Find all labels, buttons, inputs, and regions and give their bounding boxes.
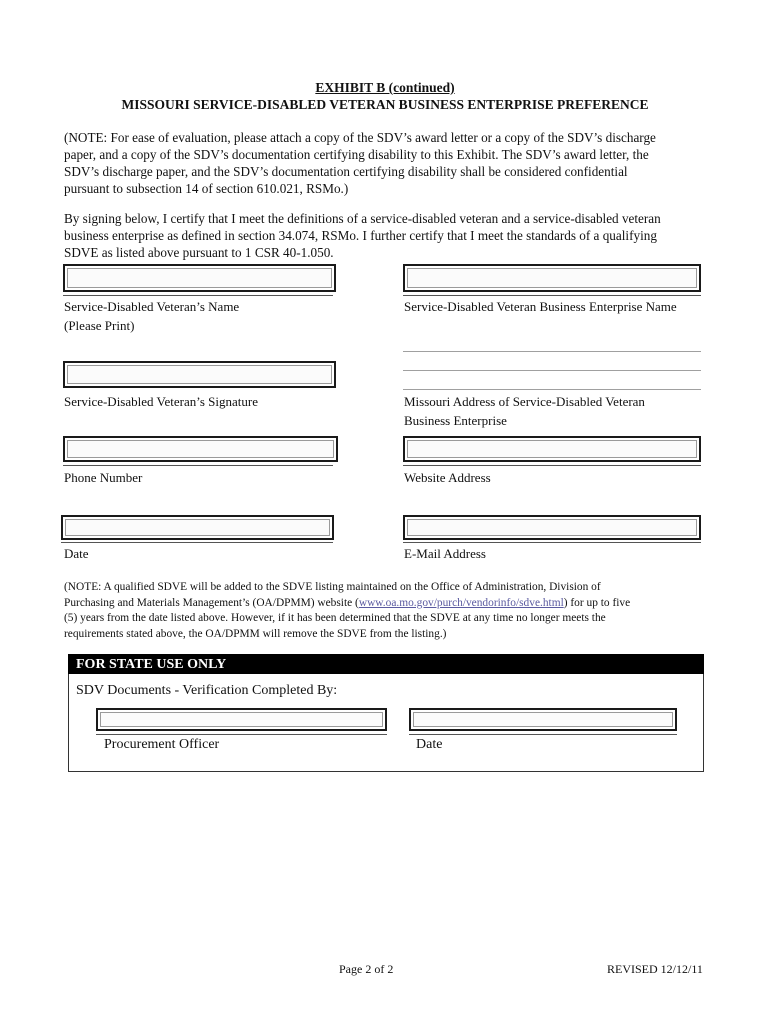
phone-underline: [63, 465, 333, 466]
veteran-name-label: Service-Disabled Veteran’s Name: [64, 299, 240, 314]
certification-line: By signing below, I certify that I meet the definitions of a service-disabled veteran and a service-disabled veteran: [64, 211, 661, 226]
veteran-name-sublabel: (Please Print): [64, 318, 135, 333]
phone-label: Phone Number: [64, 470, 143, 485]
certification-line: business enterprise as defined in section 34.074, RSMo. I further certify that I meet the standards of a qualifying: [64, 228, 657, 243]
address-line-1[interactable]: [403, 351, 701, 352]
note-paragraph: [64, 129, 704, 197]
listing-note-line: requirements stated above, the OA/DPMM will remove the SDVE from the listing.): [64, 627, 447, 640]
listing-note-text: ) for up to five: [563, 596, 631, 609]
date-underline: [61, 542, 333, 543]
address-label-continued: Business Enterprise: [404, 413, 507, 428]
state-date-label: Date: [416, 737, 443, 752]
verification-label: SDV Documents - Verification Completed By:: [76, 683, 338, 698]
address-line-3[interactable]: [403, 389, 701, 390]
certification-line: SDVE as listed above pursuant to 1 CSR 40-1.050.: [64, 245, 334, 260]
note-line: SDV’s discharge paper, and the SDV’s documentation certifying disability shall be considered confidential: [64, 164, 628, 179]
state-date-underline: [409, 734, 677, 735]
date-label: Date: [64, 546, 89, 561]
sdve-website-link[interactable]: www.oa.mo.gov/purch/vendorinfo/sdve.html: [358, 596, 564, 609]
business-name-underline: [403, 295, 701, 296]
business-name-label: Service-Disabled Veteran Business Enterprise Name: [404, 299, 677, 314]
signature-field[interactable]: [63, 361, 336, 388]
signature-label: Service-Disabled Veteran’s Signature: [64, 394, 258, 409]
note-line: (NOTE: For ease of evaluation, please attach a copy of the SDV’s award letter or a copy of the SDV’s discharge: [64, 130, 656, 145]
listing-note-line: (5) years from the date listed above. However, if it has been determined that the SDVE at any time no longer meets the: [64, 612, 606, 624]
address-line-2[interactable]: [403, 370, 701, 371]
listing-note-line: [64, 596, 704, 612]
note-line: paper, and a copy of the SDV’s documentation certifying disability to this Exhibit. The SDV’s award letter, the: [64, 147, 649, 162]
listing-note-line: (NOTE: A qualified SDVE will be added to the SDVE listing maintained on the Office of Administration, Division of: [64, 581, 601, 593]
veteran-name-field[interactable]: [63, 264, 336, 292]
note-line: pursuant to subsection 14 of section 610.021, RSMo.): [64, 181, 349, 196]
listing-note-text: Purchasing and Materials Management’s (OA/DPMM) website (: [64, 596, 359, 609]
state-use-heading: FOR STATE USE ONLY: [68, 654, 704, 674]
exhibit-title: EXHIBIT B (continued): [315, 80, 455, 95]
procurement-officer-label: Procurement Officer: [104, 737, 220, 752]
revision-date: REVISED 12/12/11: [607, 962, 703, 976]
website-underline: [403, 465, 701, 466]
state-date-field[interactable]: [409, 708, 677, 731]
listing-note: [64, 580, 704, 642]
date-field[interactable]: [61, 515, 334, 540]
page-number: Page 2 of 2: [339, 962, 394, 976]
email-underline: [403, 542, 701, 543]
website-label: Website Address: [404, 470, 491, 485]
phone-field[interactable]: [63, 436, 338, 462]
page-title: MISSOURI SERVICE-DISABLED VETERAN BUSINESS ENTERPRISE PREFERENCE: [121, 97, 649, 112]
business-name-field[interactable]: [403, 264, 701, 292]
email-field[interactable]: [403, 515, 701, 540]
certification-paragraph: [64, 210, 704, 261]
email-label: E-Mail Address: [404, 546, 486, 561]
veteran-name-underline: [63, 295, 333, 296]
procurement-officer-field[interactable]: [96, 708, 387, 731]
address-label: Missouri Address of Service-Disabled Veteran: [404, 394, 645, 409]
website-field[interactable]: [403, 436, 701, 462]
